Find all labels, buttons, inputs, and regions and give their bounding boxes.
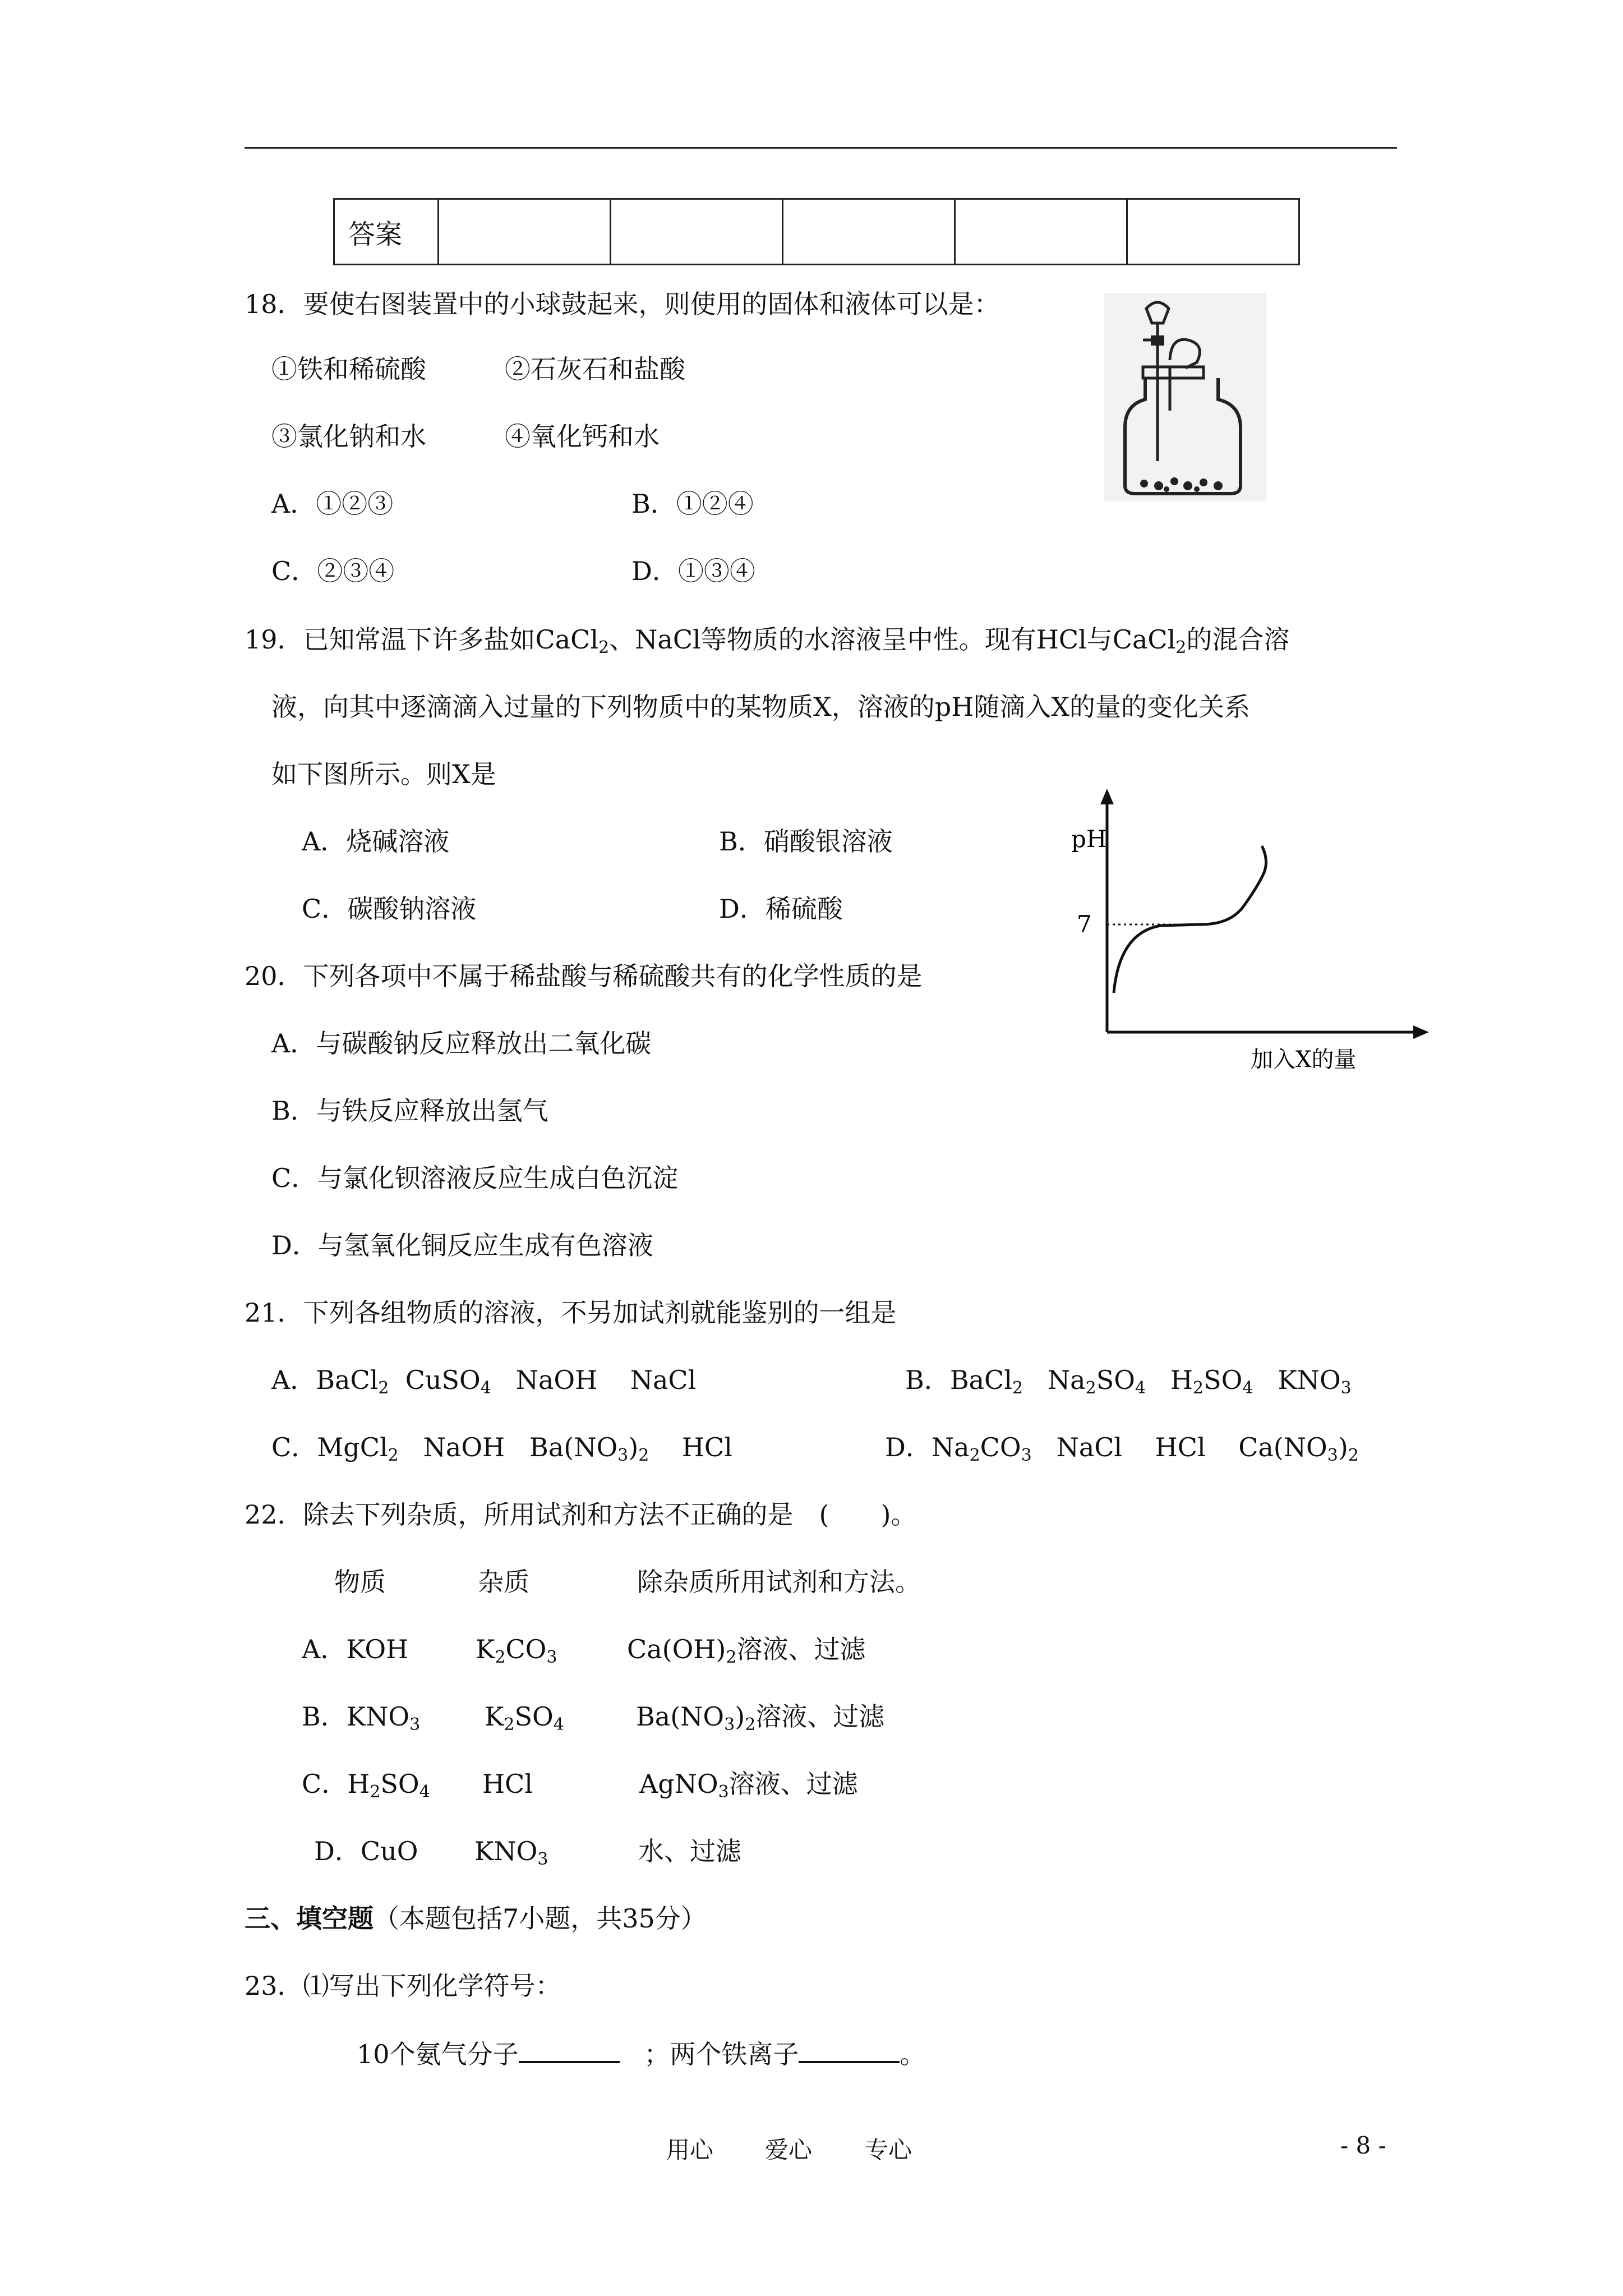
- q18-option-a[interactable]: A．①②③: [271, 489, 394, 519]
- x-axis-arrow: [1413, 1025, 1429, 1039]
- q22-header-method: 除杂质所用试剂和方法。: [637, 1567, 921, 1597]
- answer-cell[interactable]: [783, 199, 955, 265]
- q20-stem: 20．下列各项中不属于稀盐酸与稀硫酸共有的化学性质的是: [245, 961, 923, 991]
- page-number: - 8 -: [1340, 2132, 1386, 2159]
- q22-header-impurity: 杂质: [478, 1567, 529, 1597]
- answer-cell[interactable]: [1127, 199, 1299, 265]
- answer-cell[interactable]: [439, 199, 611, 265]
- q20-option-a[interactable]: A．与碳酸钠反应释放出二氧化碳: [271, 1028, 652, 1059]
- q19-line-3: 如下图所示。则X是: [271, 759, 496, 789]
- q20-option-b[interactable]: B．与铁反应释放出氢气: [271, 1096, 548, 1126]
- q21-option-c[interactable]: C．MgCl$_2$ NaOH $Ba(NO_3)_2$ HCl: [271, 1432, 732, 1465]
- tick-label-7: 7: [1077, 910, 1092, 938]
- header-rule: [245, 147, 1397, 149]
- q22-header-substance: 物质: [334, 1567, 386, 1597]
- q23-line-1: 10个氨气分子 ；两个铁离子 。: [357, 2036, 925, 2071]
- q21-option-d[interactable]: D．$Na_2CO_3$ NaCl HCl $Ca(NO_3)_2$: [885, 1432, 1359, 1465]
- q21-option-a[interactable]: A．BaCl$_2$ CuSO$_4$ NaOH NaCl: [271, 1365, 697, 1398]
- q19-option-c[interactable]: C．碳酸钠溶液: [302, 894, 477, 924]
- q18-item-2: ②石灰石和盐酸: [505, 354, 685, 384]
- q18-stem: 18．要使右图装置中的小球鼓起来，则使用的固体和液体可以是：: [245, 289, 1000, 319]
- footer-motto-3: 专心: [865, 2136, 912, 2164]
- q19-option-a[interactable]: A．烧碱溶液: [302, 826, 450, 857]
- q18-option-d[interactable]: D．①③④: [631, 556, 755, 586]
- x-axis-label: 加入X的量: [1251, 1047, 1357, 1073]
- q19-line-1: 19．已知常温下许多盐如CaCl$_2$、NaCl等物质的水溶液呈中性。现有HCl与CaCl$_2$的混合溶: [245, 624, 1290, 657]
- q20-option-d[interactable]: D．与氢氧化铜反应生成有色溶液: [271, 1230, 653, 1260]
- q21-stem: 21．下列各组物质的溶液，不另加试剂就能鉴别的一组是: [245, 1297, 897, 1328]
- q21-option-b[interactable]: B．BaCl$_2$ $Na_2SO_4$ $H_2SO_4$ $KNO_3$: [905, 1365, 1352, 1398]
- q22-stem: 22．除去下列杂质，所用试剂和方法不正确的是 ( )。: [245, 1499, 917, 1530]
- q18-item-1: ①铁和稀硫酸: [271, 354, 426, 384]
- q18-item-4: ④氧化钙和水: [505, 421, 660, 452]
- q18-option-c[interactable]: C．②③④: [271, 556, 395, 586]
- section-3-heading: 三、填空题（本题包括7小题，共35分）: [245, 1903, 707, 1934]
- q18-item-3: ③氯化钠和水: [271, 421, 426, 452]
- y-axis-label: pH: [1071, 825, 1107, 853]
- q19-line-2: 液，向其中逐滴滴入过量的下列物质中的某物质X，溶液的pH随滴入X的量的变化关系: [271, 692, 1251, 722]
- answer-blank[interactable]: [519, 2036, 620, 2063]
- footer-motto-2: 爱心: [765, 2136, 813, 2164]
- q20-option-c[interactable]: C．与氯化钡溶液反应生成白色沉淀: [271, 1163, 679, 1193]
- ph-curve-chart: [1054, 785, 1436, 1077]
- q18-option-b[interactable]: B．①②④: [631, 489, 754, 519]
- answer-blank[interactable]: [799, 2036, 900, 2063]
- flask-apparatus-image: [1104, 293, 1266, 501]
- answer-table: [333, 198, 1300, 265]
- q23-stem: 23．⑴写出下列化学符号：: [245, 1971, 561, 2001]
- answer-cell[interactable]: [955, 199, 1127, 265]
- answer-label: 答案: [334, 199, 439, 265]
- y-axis-arrow: [1100, 789, 1114, 804]
- answer-cell[interactable]: [611, 199, 783, 265]
- q19-option-b[interactable]: B．硝酸银溶液: [719, 826, 893, 857]
- q19-option-d[interactable]: D．稀硫酸: [719, 894, 843, 924]
- ph-curve: [1114, 846, 1266, 993]
- footer-motto-1: 用心: [666, 2136, 714, 2164]
